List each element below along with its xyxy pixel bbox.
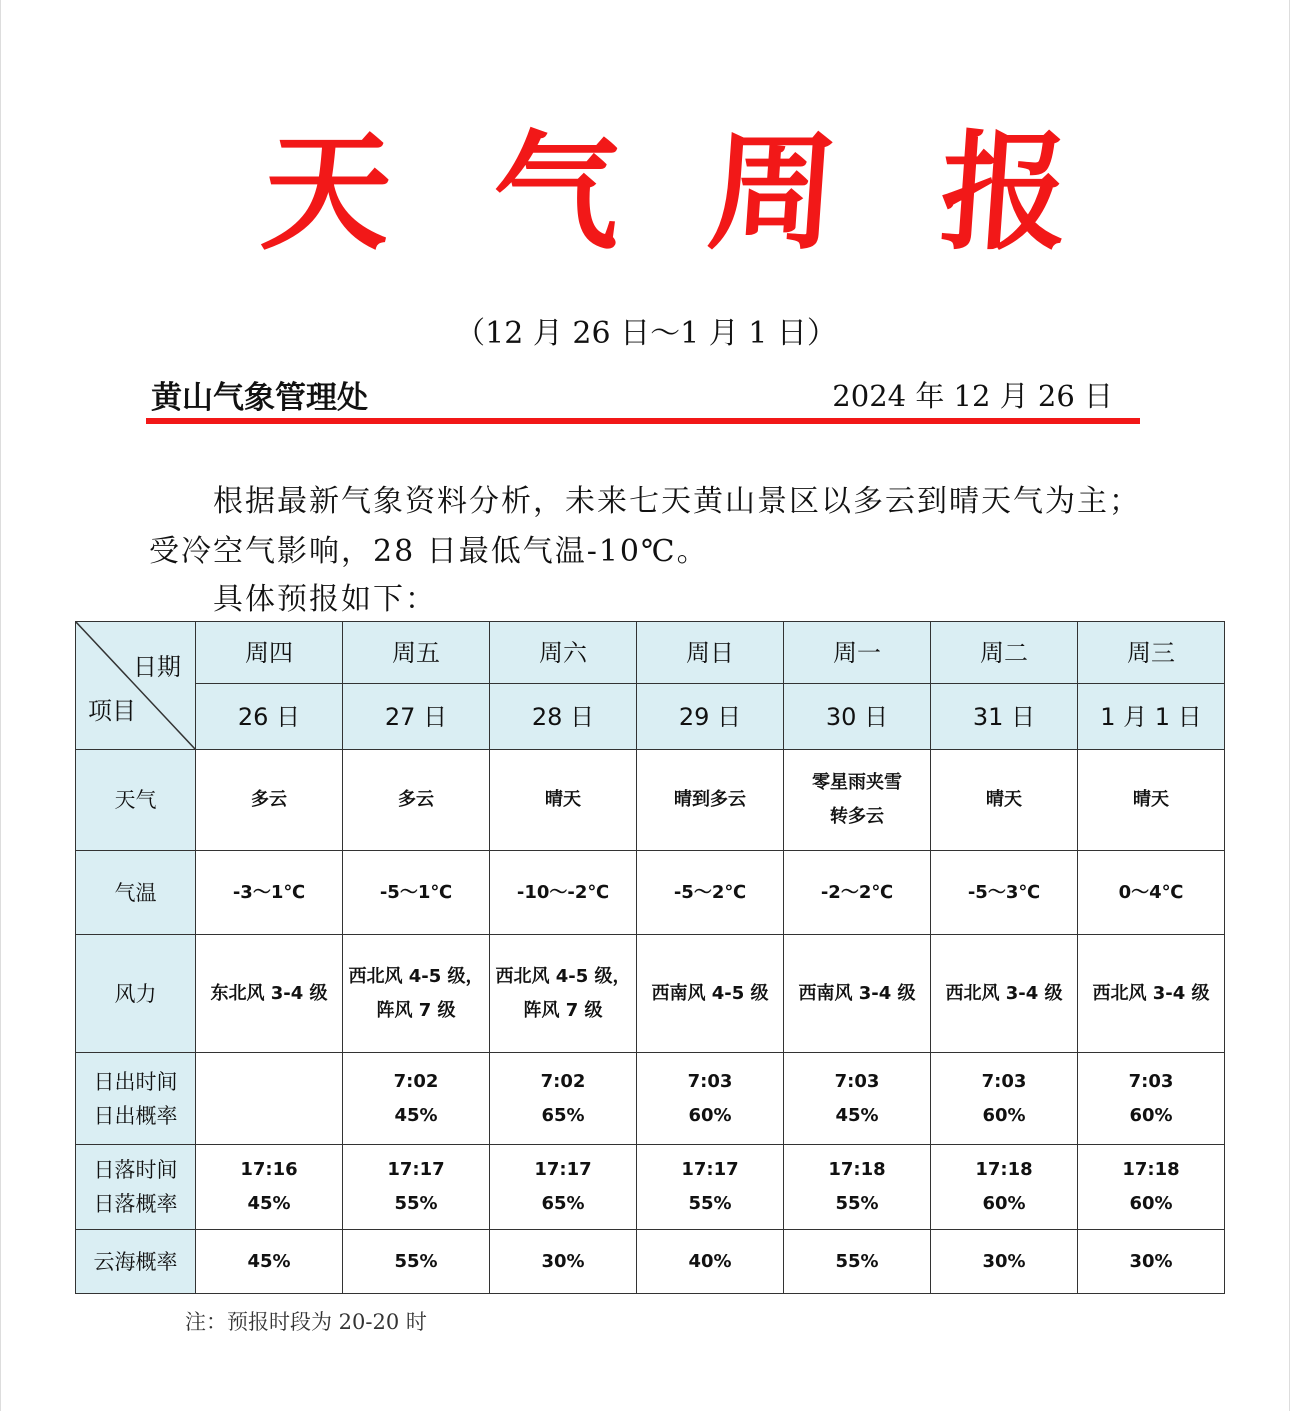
cell-line: 55%	[835, 1193, 879, 1214]
row-label-line: 日出时间	[93, 1069, 178, 1094]
cell-line: 17:18	[828, 1159, 886, 1180]
row-label	[76, 1145, 196, 1230]
table-cell	[196, 1230, 343, 1294]
table-cell	[343, 851, 490, 935]
table-cell	[343, 1053, 490, 1145]
cell-line: 7:03	[1128, 1070, 1174, 1092]
date-header: 29 日	[637, 684, 784, 750]
table-cell	[196, 935, 343, 1053]
issue-date: 2024 年 12 月 26 日	[832, 379, 1113, 413]
cell-line: -5～1℃	[379, 881, 453, 903]
cell-line: 晴到多云	[674, 789, 746, 810]
corner-item-label: 项目	[88, 697, 136, 725]
weekday-header: 周五	[343, 622, 490, 684]
cell-line: 西北风 3-4 级	[945, 982, 1063, 1004]
title-char: 气	[487, 118, 627, 268]
table-cell	[196, 1053, 343, 1145]
cell-line: 30%	[982, 1250, 1026, 1272]
cell-line: 55%	[835, 1250, 879, 1272]
table-cell	[490, 1053, 637, 1145]
cell-line: 西北风 4-5 级，	[495, 965, 631, 987]
table-cell	[637, 1230, 784, 1294]
date-header: 26 日	[196, 684, 343, 750]
red-divider	[146, 418, 1140, 424]
cell-line: 西北风 4-5 级，	[348, 965, 484, 987]
cell-line: 晴天	[1133, 789, 1169, 810]
corner-cell	[76, 622, 196, 750]
cell-line: 65%	[541, 1104, 585, 1126]
table-cell	[1078, 851, 1225, 935]
title-char: 报	[935, 118, 1075, 268]
row-label	[76, 851, 196, 935]
diagonal-line	[76, 622, 195, 749]
cell-line: 17:18	[1122, 1159, 1180, 1180]
date-range: （12 月 26 日～1 月 1 日）	[455, 316, 837, 351]
date-header: 28 日	[490, 684, 637, 750]
table-cell	[784, 1053, 931, 1145]
weekday-header: 周四	[196, 622, 343, 684]
forecast-table	[75, 621, 1225, 1294]
table-cell	[343, 935, 490, 1053]
table-cell	[931, 750, 1078, 851]
footnote: 注：预报时段为 20-20 时	[185, 1310, 427, 1334]
row-label	[76, 750, 196, 851]
cell-line: 17:17	[534, 1159, 592, 1180]
table-cell	[784, 935, 931, 1053]
table-cell	[637, 1053, 784, 1145]
table-cell	[490, 750, 637, 851]
table-cell	[1078, 1230, 1225, 1294]
table-cell	[343, 1230, 490, 1294]
cell-line: 西北风 3-4 级	[1092, 982, 1210, 1004]
cell-line: -5～3℃	[967, 881, 1041, 903]
cell-line: 60%	[1129, 1104, 1173, 1126]
cell-line: 30%	[1129, 1250, 1173, 1272]
cell-line: -3～1℃	[232, 881, 306, 903]
table-cell	[637, 851, 784, 935]
table-cell	[784, 750, 931, 851]
table-cell	[1078, 935, 1225, 1053]
table-cell	[490, 1145, 637, 1230]
cell-line: 阵风 7 级	[376, 999, 456, 1021]
table-cell	[196, 750, 343, 851]
title-char: 天	[257, 118, 397, 268]
date-header: 31 日	[931, 684, 1078, 750]
cell-line: 零星雨夹雪	[812, 772, 902, 793]
cell-line: 7:02	[540, 1070, 586, 1092]
cell-line: 17:17	[387, 1159, 445, 1180]
cell-line: 17:18	[975, 1159, 1033, 1180]
cell-line: 7:02	[393, 1070, 439, 1092]
table-cell	[931, 851, 1078, 935]
table-cell	[637, 935, 784, 1053]
cell-line: 40%	[688, 1250, 732, 1272]
cell-line: 45%	[394, 1104, 438, 1126]
weekday-header: 周二	[931, 622, 1078, 684]
cell-line: 东北风 3-4 级	[210, 982, 328, 1004]
report-title	[1, 118, 1290, 268]
weekday-header: 周日	[637, 622, 784, 684]
cell-line: 30%	[541, 1250, 585, 1272]
cell-line: 60%	[1129, 1193, 1173, 1214]
table-cell	[931, 1145, 1078, 1230]
weekday-header: 周三	[1078, 622, 1225, 684]
row-label-line: 云海概率	[93, 1249, 178, 1274]
row-label	[76, 935, 196, 1053]
cell-line: 西南风 4-5 级	[651, 982, 769, 1004]
table-cell	[343, 1145, 490, 1230]
table-cell	[490, 935, 637, 1053]
cell-line: 60%	[982, 1104, 1026, 1126]
summary-line-3: 具体预报如下：	[213, 582, 437, 617]
row-label	[76, 1053, 196, 1145]
table-cell	[1078, 1145, 1225, 1230]
cell-line: 17:17	[681, 1159, 739, 1180]
table-cell	[490, 1230, 637, 1294]
weekday-header: 周六	[490, 622, 637, 684]
cell-line: 60%	[688, 1104, 732, 1126]
table-cell	[343, 750, 490, 851]
row-label-line: 日落时间	[93, 1158, 178, 1182]
summary-line-1: 根据最新气象资料分析，未来七天黄山景区以多云到晴天气为主；	[213, 484, 1141, 519]
cell-line: 45%	[247, 1250, 291, 1272]
date-header: 27 日	[343, 684, 490, 750]
table-cell	[784, 1230, 931, 1294]
cell-line: 晴天	[545, 789, 581, 810]
row-label-line: 气温	[114, 880, 157, 905]
table-cell	[490, 851, 637, 935]
date-header: 30 日	[784, 684, 931, 750]
organization: 黄山气象管理处	[151, 380, 368, 416]
cell-line: 西南风 3-4 级	[798, 982, 916, 1004]
cell-line: 7:03	[981, 1070, 1027, 1092]
summary-line-2: 受冷空气影响，28 日最低气温-10℃。	[149, 534, 709, 569]
cell-line: 0～4℃	[1118, 881, 1184, 903]
table-cell	[784, 851, 931, 935]
row-label-line: 天气	[114, 788, 157, 812]
cell-line: 多云	[398, 789, 434, 810]
cell-line: -5～2℃	[673, 881, 747, 903]
row-label	[76, 1230, 196, 1294]
cell-line: 55%	[688, 1193, 732, 1214]
table-cell	[1078, 750, 1225, 851]
weekday-header: 周一	[784, 622, 931, 684]
cell-line: 多云	[251, 789, 287, 810]
table-cell	[784, 1145, 931, 1230]
cell-line: -10～-2℃	[516, 881, 610, 903]
table-cell	[931, 1230, 1078, 1294]
table-cell	[637, 1145, 784, 1230]
cell-line: 7:03	[687, 1070, 733, 1092]
table-cell	[196, 1145, 343, 1230]
table-cell	[196, 851, 343, 935]
cell-line: 45%	[835, 1104, 879, 1126]
row-label-line: 日落概率	[93, 1192, 178, 1216]
table-cell	[637, 750, 784, 851]
cell-line: 65%	[541, 1193, 585, 1214]
cell-line: -2～2℃	[820, 881, 894, 903]
cell-line: 转多云	[830, 806, 884, 827]
corner-date-label: 日期	[133, 653, 181, 681]
cell-line: 55%	[394, 1193, 438, 1214]
date-header: 1 月 1 日	[1078, 684, 1225, 750]
cell-line: 45%	[247, 1193, 291, 1214]
row-label-line: 风力	[114, 981, 157, 1006]
cell-line: 晴天	[986, 789, 1022, 810]
cell-line: 60%	[982, 1193, 1026, 1214]
title-char: 周	[703, 118, 843, 268]
cell-line: 17:16	[240, 1159, 298, 1180]
cell-line: 55%	[394, 1250, 438, 1272]
table-cell	[931, 1053, 1078, 1145]
table-cell	[931, 935, 1078, 1053]
table-cell	[1078, 1053, 1225, 1145]
cell-line: 7:03	[834, 1070, 880, 1092]
cell-line: 阵风 7 级	[523, 999, 603, 1021]
row-label-line: 日出概率	[93, 1103, 178, 1128]
